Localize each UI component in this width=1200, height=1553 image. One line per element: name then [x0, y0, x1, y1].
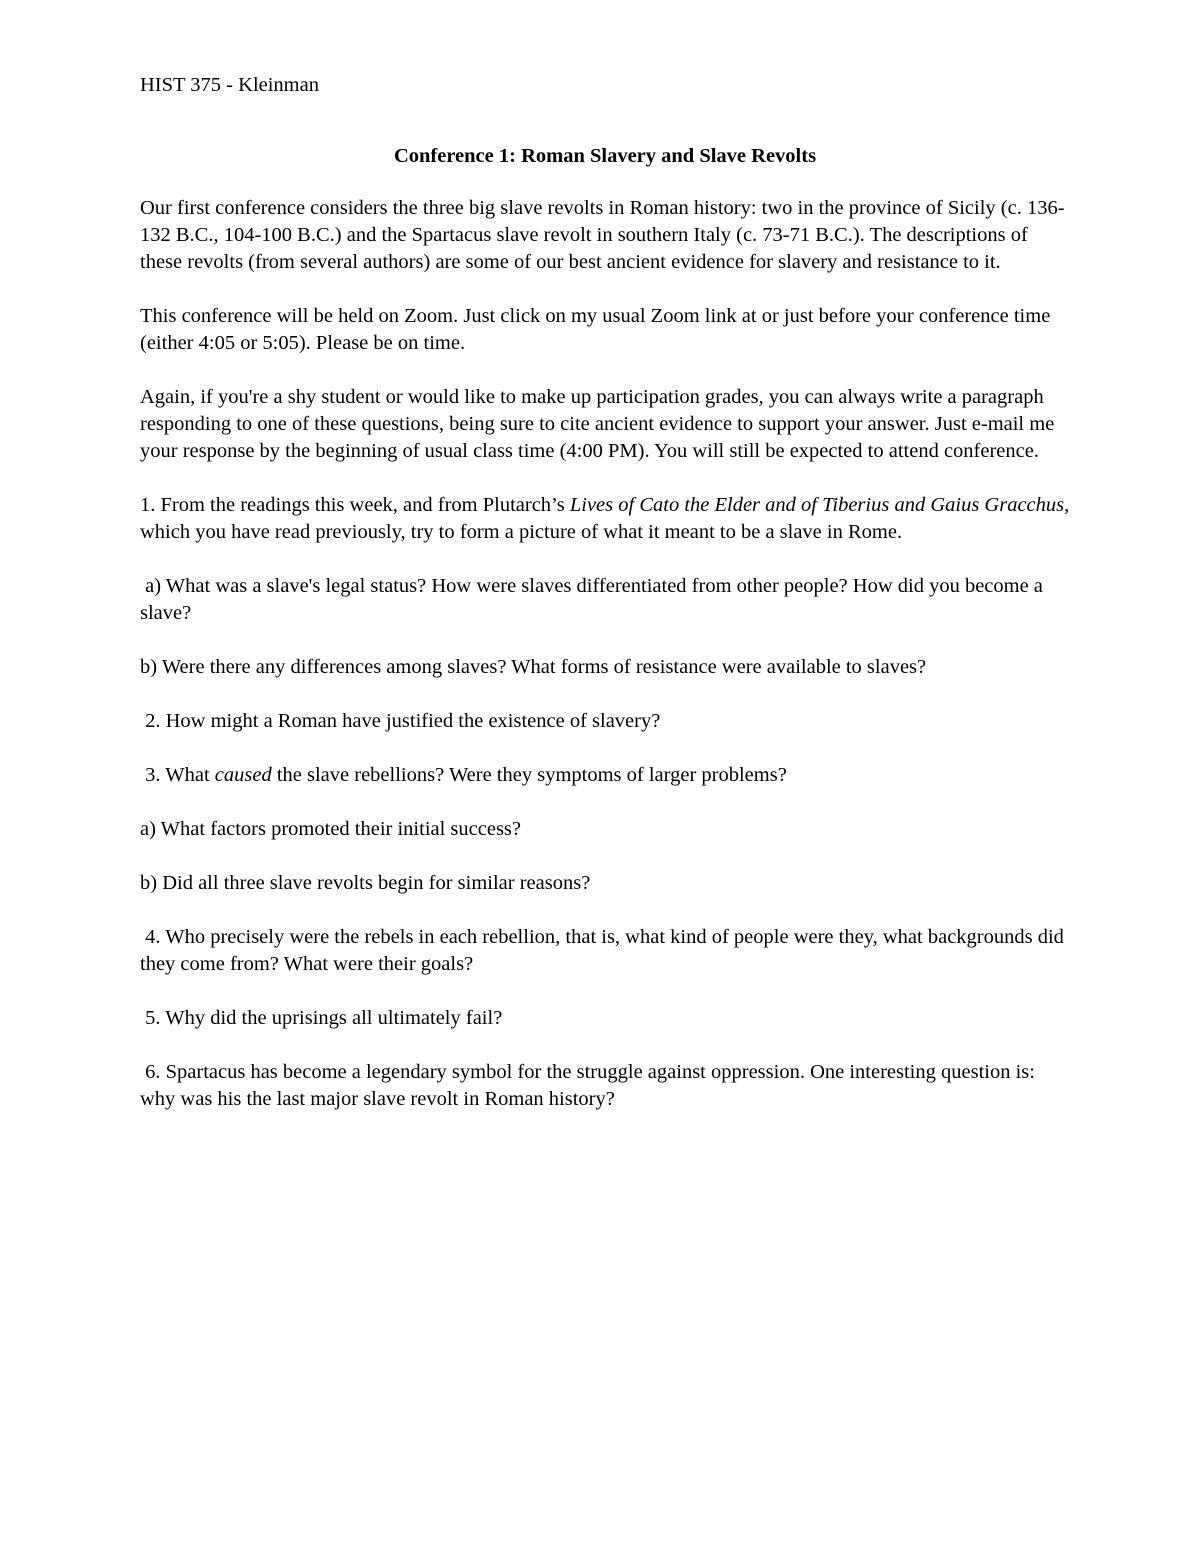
question-1-text-before: 1. From the readings this week, and from Plutarch’s	[140, 494, 570, 516]
question-3a: a) What factors promoted their initial success?	[140, 818, 522, 840]
question-3-text-before: 3. What	[145, 764, 215, 786]
question-5: 5. Why did the uprisings all ultimately fail?	[145, 1007, 503, 1029]
document-title: Conference 1: Roman Slavery and Slave Revolts	[393, 145, 817, 167]
intro-paragraph: Our first conference considers the three big slave revolts in Roman history: two in the province of Sicily (c. 136-132 B.C., 104-100 B.C.) and the Spartacus slave revolt in southern Italy (c. 73-71 B.C.). The descriptions of these revolts (from several authors) are some of our best ancient evidence for slavery and resistance to it.	[140, 197, 1065, 273]
question-1a: a) What was a slave's legal status? How were slaves differentiated from other people? How did you become a slave?	[140, 575, 1043, 624]
question-1b: b) Were there any differences among slaves? What forms of resistance were available to slaves?	[140, 656, 927, 678]
question-3-text-after: the slave rebellions? Were they symptoms of larger problems?	[271, 764, 787, 786]
document-content	[140, 72, 1070, 1140]
question-3-emphasis: caused	[214, 764, 272, 786]
zoom-paragraph: This conference will be held on Zoom. Just click on my usual Zoom link at or just before your conference time (either 4:05 or 5:05). Please be on time.	[140, 305, 1051, 354]
course-header: HIST 375 - Kleinman	[140, 74, 319, 96]
question-2: 2. How might a Roman have justified the existence of slavery?	[145, 710, 661, 732]
question-3b: b) Did all three slave revolts begin for similar reasons?	[140, 872, 591, 894]
question-1-book-title: Lives of Cato the Elder and of Tiberius and Gaius Gracchus	[569, 494, 1065, 516]
question-1	[140, 492, 1070, 546]
participation-paragraph: Again, if you're a shy student or would like to make up participation grades, you can always write a paragraph responding to one of these questions, being sure to cite ancient evidence to support your answer. Just e-mail me your response by the beginning of usual class time (4:00 PM). You will still be expected to attend conference.	[140, 386, 1055, 462]
question-1-text-after: , which you have read previously, try to form a picture of what it meant to be a slave in Rome.	[140, 494, 1070, 543]
question-3	[140, 762, 1070, 789]
question-6: 6. Spartacus has become a legendary symbol for the struggle against oppression. One interesting question is: why was his the last major slave revolt in Roman history?	[140, 1061, 1035, 1110]
question-4: 4. Who precisely were the rebels in each rebellion, that is, what kind of people were they, what backgrounds did they come from? What were their goals?	[140, 926, 1064, 975]
